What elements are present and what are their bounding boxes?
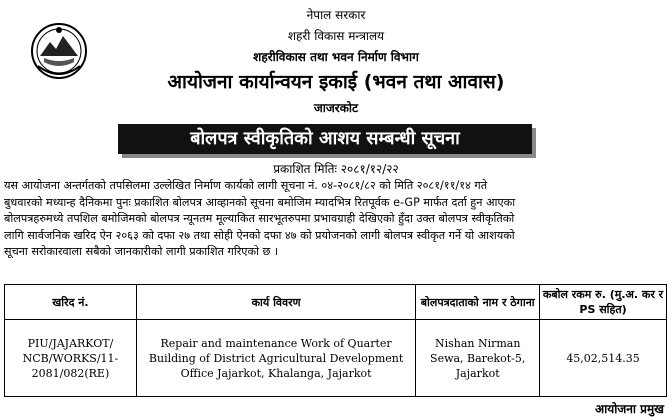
notice-body	[4, 178, 668, 261]
department-name: शहरीविकास तथा भवन निर्माण विभाग	[253, 50, 419, 64]
unit-name: आयोजना कार्यान्वयन इकाई (भवन तथा आवास)	[167, 71, 505, 93]
bid-table	[4, 284, 667, 397]
ministry-name: शहरी विकास मन्त्रालय	[287, 29, 385, 43]
cell-description: Repair and maintenance Work of Quarter Building of District Agricultural Development Office Jajarkot, Khalanga, Jajarkot	[136, 320, 415, 397]
district-name: जाजरकोट	[313, 101, 359, 115]
body-line: लागि सार्वजनिक खरिद ऐन २०६३ को दफा २७ तथा सोही ऐनको दफा ४७ को प्रयोजनको लागी बोलपत्र स्वीकृत गर्ने यो आशयको	[4, 228, 515, 242]
government-name: नेपाल सरकार	[306, 8, 366, 22]
body-line: बोलपत्रहरुमध्ये तपशिल बमोजिमको बोलपत्र न्यूनतम मूल्याकित सारभूतरुपमा प्रभावग्राही देखिएको हुँदा उक्त बोलपत्र स्वीकृतिको	[4, 212, 515, 225]
body-line: बुधवारको मध्यान्ह दैनिकमा पुनः प्रकाशित बोलपत्र आव्हानको सूचना बमोजिम म्यादभित्र रितपूर्वक e-GP मार्फत दर्ता हुन आएका	[4, 195, 516, 209]
cell-amount: 45,02,514.35	[540, 320, 667, 397]
header-description: कार्य विवरण	[136, 285, 415, 320]
cell-procurement-no: PIU/JAJARKOT/ NCB/WORKS/11- 2081/082(RE)	[5, 320, 137, 397]
published-date: प्रकाशित मितिः २०८१/१२/२२	[273, 162, 399, 176]
header-bidder: बोलपत्रदाताको नाम र ठेगाना	[416, 285, 540, 320]
header-procurement-no: खरिद नं.	[5, 285, 137, 320]
body-line: यस आयोजना अन्तर्गतको तपसिलमा उल्लेखित निर्माण कार्यको लागी सूचना नं. ०४-२०८१/८२ को मिति २०८१/११/१४ गते	[4, 179, 488, 192]
body-line: सूचना सरोकारवाला सबैको जानकारीको लागी प्रकाशित गरिएको छ ।	[4, 245, 279, 258]
signature-title: आयोजना प्रमुख	[594, 402, 664, 416]
cell-bidder: Nishan Nirman Sewa, Barekot-5, Jajarkot	[416, 320, 540, 397]
table-row	[5, 320, 667, 397]
table-header-row	[5, 285, 667, 320]
notice-title: बोलपत्र स्वीकृतिको आशय सम्बन्धी सूचना	[118, 124, 532, 154]
header-amount: कबोल रकम रु. (मु.अ. कर र PS सहित)	[540, 285, 667, 320]
